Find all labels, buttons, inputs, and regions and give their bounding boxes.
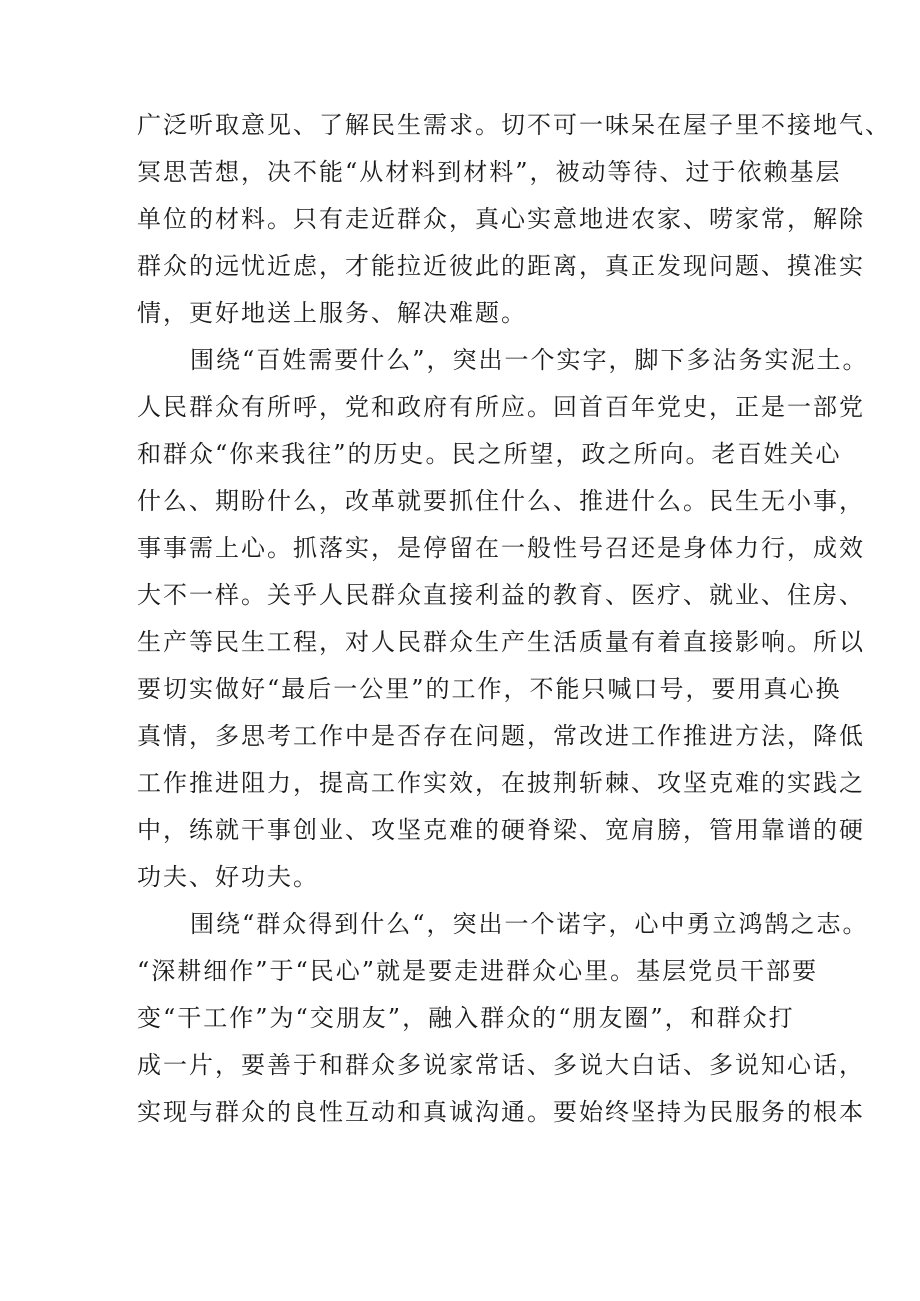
- text-line: 变“干工作”为“交朋友”，融入群众的“朋友圈”，和群众打: [137, 1004, 795, 1032]
- paragraph-2: [137, 337, 869, 901]
- text-line: 功夫、好功夫。: [137, 863, 319, 891]
- text-line: 广泛听取意见、了解民生需求。切不可一味呆在屋子里不接地气、: [137, 111, 891, 139]
- text-line: 什么、期盼什么，改革就要抓住什么、推进什么。民生无小事，: [137, 487, 865, 515]
- text-line: 和群众“你来我往”的历史。民之所望，政之所向。老百姓关心: [137, 440, 842, 468]
- text-line: 围绕“百姓需要什么”，突出一个实字，脚下多沾务实泥土。: [190, 346, 869, 374]
- text-line: 实现与群众的良性互动和真诚沟通。要始终坚持为民服务的根本: [137, 1098, 865, 1126]
- text-line: 围绕“群众得到什么“，突出一个诺字，心中勇立鸿鹄之志。: [190, 910, 869, 938]
- text-line: 中，练就干事创业、攻坚克难的硬脊梁、宽肩膀，管用靠谱的硬: [137, 816, 865, 844]
- text-line: 工作推进阻力，提高工作实效，在披荆斩棘、攻坚克难的实践之: [137, 769, 865, 797]
- text-line: 要切实做好“最后一公里”的工作，不能只喊口号，要用真心换: [137, 675, 842, 703]
- text-line: 成一片，要善于和群众多说家常话、多说大白话、多说知心话，: [137, 1051, 865, 1079]
- text-line: 事事需上心。抓落实，是停留在一般性号召还是身体力行，成效: [137, 534, 865, 562]
- text-line: 冥思苦想，决不能“从材料到材料”，被动等待、过于依赖基层: [137, 158, 842, 186]
- text-line: 大不一样。关乎人民群众直接利益的教育、医疗、就业、住房、: [137, 581, 865, 609]
- text-line: “深耕细作”于“民心”就是要走进群众心里。基层党员干部要: [137, 957, 819, 985]
- text-line: 单位的材料。只有走近群众，真心实意地进农家、唠家常，解除: [137, 205, 865, 233]
- text-line: 生产等民生工程，对人民群众生产生活质量有着直接影响。所以: [137, 628, 865, 656]
- text-line: 群众的远忧近虑，才能拉近彼此的距离，真正发现问题、摸准实: [137, 252, 865, 280]
- document-body: [137, 102, 891, 1136]
- text-line: 情，更好地送上服务、解决难题。: [137, 299, 527, 327]
- text-line: 真情，多思考工作中是否存在问题，常改进工作推进方法，降低: [137, 722, 865, 750]
- text-line: 人民群众有所呼，党和政府有所应。回首百年党史，正是一部党: [137, 393, 865, 421]
- paragraph-3: [137, 901, 869, 1136]
- paragraph-1: [137, 102, 891, 337]
